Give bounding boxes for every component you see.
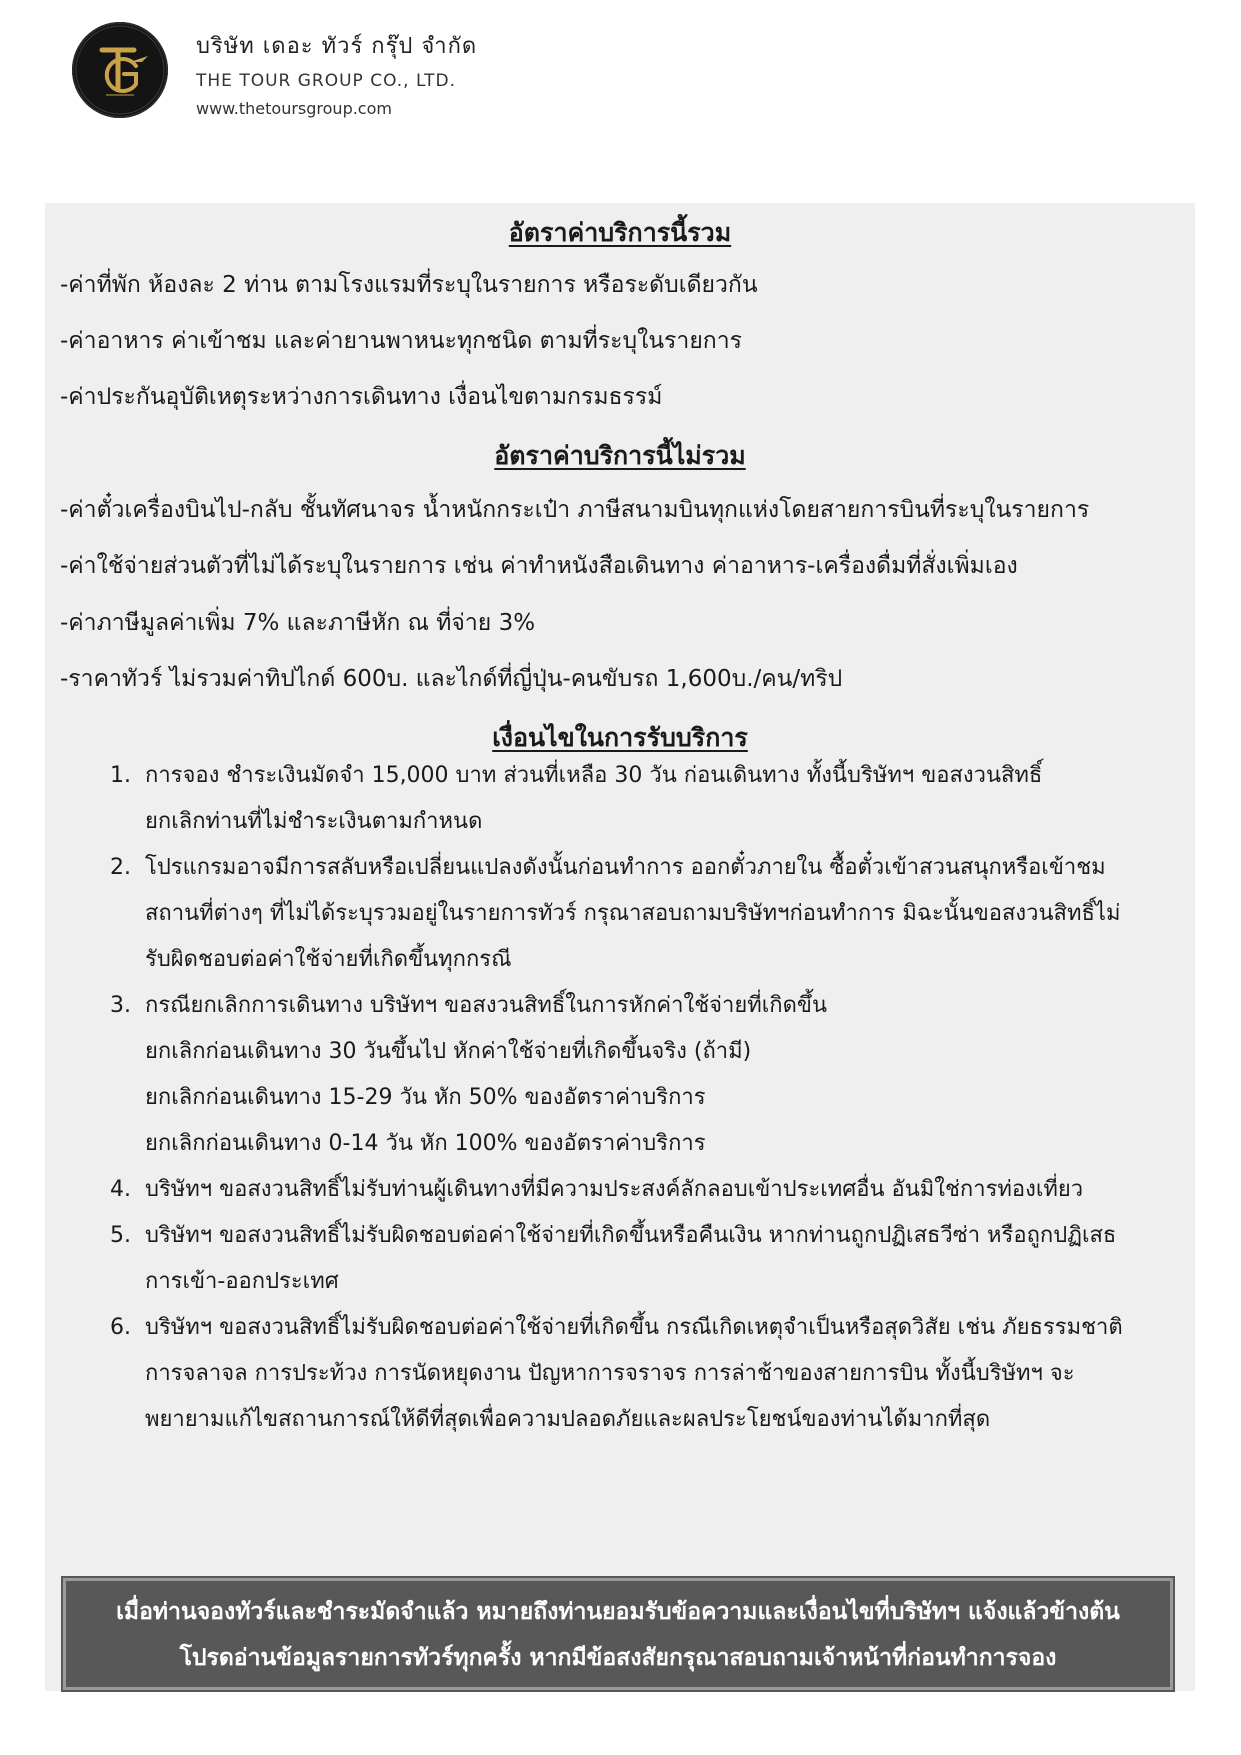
notice-line: โปรดอ่านข้อมูลรายการทัวร์ทุกครั้ง หากมีข้อสงสัยกรุณาสอบถามเจ้าหน้าที่ก่อนทำการจอง xyxy=(179,1645,1057,1671)
company-name-english: THE TOUR GROUP CO., LTD. xyxy=(196,71,456,91)
notice-line: เมื่อท่านจองทัวร์และชำระมัดจำแล้ว หมายถึงท่านยอมรับข้อความและเงื่อนไขที่บริษัทฯ แจ้งแล้วข้างต้น xyxy=(116,1599,1120,1625)
condition-item: 4. บริษัทฯ ขอสงวนสิทธิ์ไม่รับท่านผู้เดินทางที่มีความประสงค์ลักลอบเข้าประเทศอื่น อันมิใช่การท่องเที่ยว xyxy=(110,1177,1084,1202)
excluded-heading: อัตราค่าบริการนี้ไม่รวม xyxy=(494,441,746,470)
company-info xyxy=(196,28,477,118)
condition-item: 2. โปรแกรมอาจมีการสลับหรือเปลี่ยนแปลงดังนั้นก่อนทำการ ออกตั๋วภายใน ซื้อตั๋วเข้าสวนสนุกหรือเข้าชม สถานที่ต่างๆ ที่ไม่ได้ระบุรวมอยู่ในรายการทัวร์ กรุณาสอบถามบริษัทฯก่อนทำการ มิฉะนั้นขอสงวนสิทธิ์ไม่ รับผิดชอบต่อค่าใช้จ่ายที่เกิดขึ้นทุกกรณี xyxy=(110,855,1121,972)
conditions-heading: เงื่อนไขในการรับบริการ xyxy=(492,723,748,752)
terms-panel xyxy=(45,203,1195,1691)
letterhead xyxy=(0,0,1241,150)
condition-item: 1. การจอง ชำระเงินมัดจำ 15,000 บาท ส่วนที่เหลือ 30 วัน ก่อนเดินทาง ทั้งนี้บริษัทฯ ขอสงวนสิทธิ์ ยกเลิกท่านที่ไม่ชำระเงินตามกำหนด xyxy=(110,763,1043,834)
company-name-thai: บริษัท เดอะ ทัวร์ กรุ๊ป จำกัด xyxy=(196,34,478,59)
condition-item: 6. บริษัทฯ ขอสงวนสิทธิ์ไม่รับผิดชอบต่อค่าใช้จ่ายที่เกิดขึ้น กรณีเกิดเหตุจำเป็นหรือสุดวิสัย เช่น ภัยธรรมชาติ การจลาจล การประท้วง การนัดหยุดงาน ปัญหาการจราจร การล่าช้าของสายการบิน ทั้งนี้บริษัทฯ จะ พยายามแก้ไขสถานการณ์ให้ดีที่สุดเพื่อความปลอดภัยและผลประโยชน์ของท่านได้มากที่สุด xyxy=(110,1315,1123,1432)
included-item: -ค่าประกันอุบัติเหตุระหว่างการเดินทาง เงื่อนไขตามกรมธรรม์ xyxy=(60,384,663,410)
tg-logo-icon xyxy=(72,22,168,118)
excluded-item: -ค่าใช้จ่ายส่วนตัวที่ไม่ได้ระบุในรายการ เช่น ค่าทำหนังสือเดินทาง ค่าอาหาร-เครื่องดื่มที่สั่งเพิ่มเอง xyxy=(60,553,1018,579)
company-website[interactable]: www.thetoursgroup.com xyxy=(196,99,392,118)
included-heading: อัตราค่าบริการนี้รวม xyxy=(508,218,732,247)
included-item: -ค่าที่พัก ห้องละ 2 ท่าน ตามโรงแรมที่ระบุในรายการ หรือระดับเดียวกัน xyxy=(60,272,758,298)
excluded-item: -ราคาทัวร์ ไม่รวมค่าทิปไกด์ 600บ. และไกด์ที่ญี่ปุ่น-คนขับรถ 1,600บ./คน/ทริป xyxy=(60,666,843,692)
included-item: -ค่าอาหาร ค่าเข้าชม และค่ายานพาหนะทุกชนิด ตามที่ระบุในรายการ xyxy=(60,328,742,354)
booking-notice-box xyxy=(63,1578,1173,1690)
condition-item: 5. บริษัทฯ ขอสงวนสิทธิ์ไม่รับผิดชอบต่อค่าใช้จ่ายที่เกิดขึ้นหรือคืนเงิน หากท่านถูกปฏิเสธวีซ่า หรือถูกปฏิเสธ การเข้า-ออกประเทศ xyxy=(110,1223,1117,1294)
excluded-item: -ค่าภาษีมูลค่าเพิ่ม 7% และภาษีหัก ณ ที่จ่าย 3% xyxy=(60,610,536,636)
condition-item: 3. กรณียกเลิกการเดินทาง บริษัทฯ ขอสงวนสิทธิ์ในการหักค่าใช้จ่ายที่เกิดขึ้น ยกเลิกก่อนเดินทาง 30 วันขึ้นไป หักค่าใช้จ่ายที่เกิดขึ้นจริง (ถ้ามี) ยกเลิกก่อนเดินทาง 15-29 วัน หัก 50% ของอัตราค่าบริการ ยกเลิกก่อนเดินทาง 0-14 วัน หัก 100% ของอัตราค่าบริการ xyxy=(110,993,827,1156)
excluded-item: -ค่าตั๋วเครื่องบินไป-กลับ ชั้นทัศนาจร น้ำหนักกระเป๋า ภาษีสนามบินทุกแห่งโดยสายการบินที่ระบุในรายการ xyxy=(60,497,1090,523)
